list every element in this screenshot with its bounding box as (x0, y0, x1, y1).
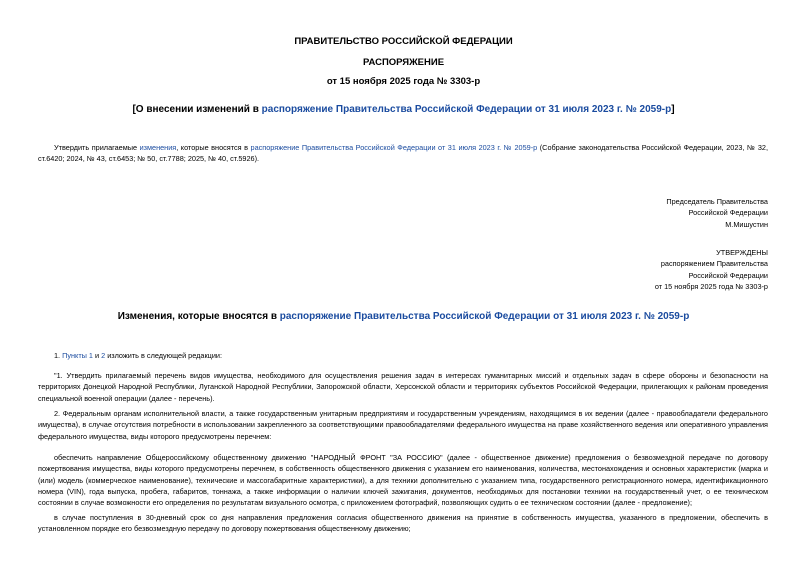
document-type-heading: РАСПОРЯЖЕНИЕ (362, 57, 445, 68)
item-1-suffix: изложить в следующей редакции: (105, 351, 223, 360)
changes-title (0, 311, 807, 322)
approved-date: от 15 ноября 2025 года № 3303-р (654, 281, 768, 291)
new-item-1-paragraph: "1. Утвердить прилагаемый перечень видов имущества, необходимого для осуществления решения задач в интересах гуманитарных миссий и отдельных задач в сфере обороны и безопасности на территориях Донецкой Народной Республики, Луганской Народной Республики, Запорожской области, Херсонской области и территориях субъектов Российской Федерации, прилегающих к районам проведения специальной военной операции (далее - перечень). (38, 371, 768, 403)
changes-link[interactable]: изменения (139, 143, 177, 152)
referenced-order-link[interactable]: распоряжение Правительства Российской Федерации от 31 июля 2023 г. № 2059-р (250, 143, 538, 152)
item-1-number: 1. (54, 351, 63, 360)
signature-block (666, 196, 768, 230)
changes-title-order-link[interactable]: распоряжение Правительства Российской Федерации от 31 июля 2023 г. № 2059-р (279, 311, 690, 322)
document-title (0, 104, 807, 115)
title-suffix: ] (671, 104, 675, 115)
government-heading: ПРАВИТЕЛЬСТВО РОССИЙСКОЙ ФЕДЕРАЦИИ (294, 36, 513, 47)
title-prefix: [О внесении изменений в (132, 104, 262, 115)
proposal-paragraph: обеспечить направление Общероссийскому общественному движению "НАРОДНЫЙ ФРОНТ "ЗА РОССИЮ" (далее - общественное движение) предложения о безвозмездной передаче по договору пожертвования имущества, виды которого предусмотрены перечнем, в собственность общественного движения с указанием его наименования, количества, местонахождения и основных характеристик (марка и (или) модель (коммерческое наименование), технические и массогабаритные характеристики), а для техники дополнительно с указанием типа, государственного регистрационного номера, идентификационного номера (VIN), года выпуска, пробега, габаритов, тоннажа, а также информации о наличии ключей зажигания, документов, необходимых для постановки техники на государственный учет, о ее техническом состоянии в случае возможности его определения по результатам визуального осмотра, с приложением фотографий, позволяющих судить о ее техническом состоянии (далее - предложение); (38, 453, 768, 508)
transfer-paragraph: в случае поступления в 30-дневный срок со дня направления предложения согласия общественного движения на принятие в собственность имущества, указанного в предложении, обеспечить в установленном порядке его безвозмездную передачу по договору пожертвования общественному движению; (38, 513, 768, 534)
items-1-link[interactable]: Пункты 1 (62, 351, 93, 360)
changes-title-prefix: Изменения, которые вносятся в (117, 311, 280, 322)
document-date-number: от 15 ноября 2025 года № 3303-р (326, 76, 481, 87)
signature-name: М.Мишустин (725, 219, 768, 229)
approved-by: распоряжением Правительства (660, 259, 768, 269)
approve-text-3: (Собрание законодательства Российской Федерации, 2023, № 32, ст.6420; 2024, № 43, ст.6453; № 50, ст.7788; 2025, № 40, ст.5926). (38, 143, 768, 164)
approve-text-1: Утвердить прилагаемые (54, 143, 140, 152)
item-1-conjunction: и (93, 351, 102, 360)
approve-text-2: , которые вносятся в (176, 143, 251, 152)
approved-country: Российской Федерации (688, 270, 768, 280)
item-2-link[interactable]: 2 (101, 351, 106, 360)
title-referenced-order-link[interactable]: распоряжение Правительства Российской Федерации от 31 июля 2023 г. № 2059-р (261, 104, 672, 115)
signature-position: Председатель Правительства (666, 197, 768, 206)
item-1-paragraph (38, 350, 768, 361)
new-item-2-paragraph: 2. Федеральным органам исполнительной власти, а также государственным унитарным предприятиям и государственным учреждениям, находящимся в их ведении (далее - правообладатели федерального имущества), в случае отсутствия потребности в использовании закрепленного за соответствующими правообладателями федерального имущества на праве хозяйственного ведения или оперативного управления федерального имущества, виды которого предусмотрены перечнем: (38, 409, 768, 441)
approve-paragraph (38, 142, 768, 165)
approved-block (655, 247, 768, 292)
signature-country: Российской Федерации (688, 208, 768, 218)
approved-label: УТВЕРЖДЕНЫ (716, 248, 768, 257)
